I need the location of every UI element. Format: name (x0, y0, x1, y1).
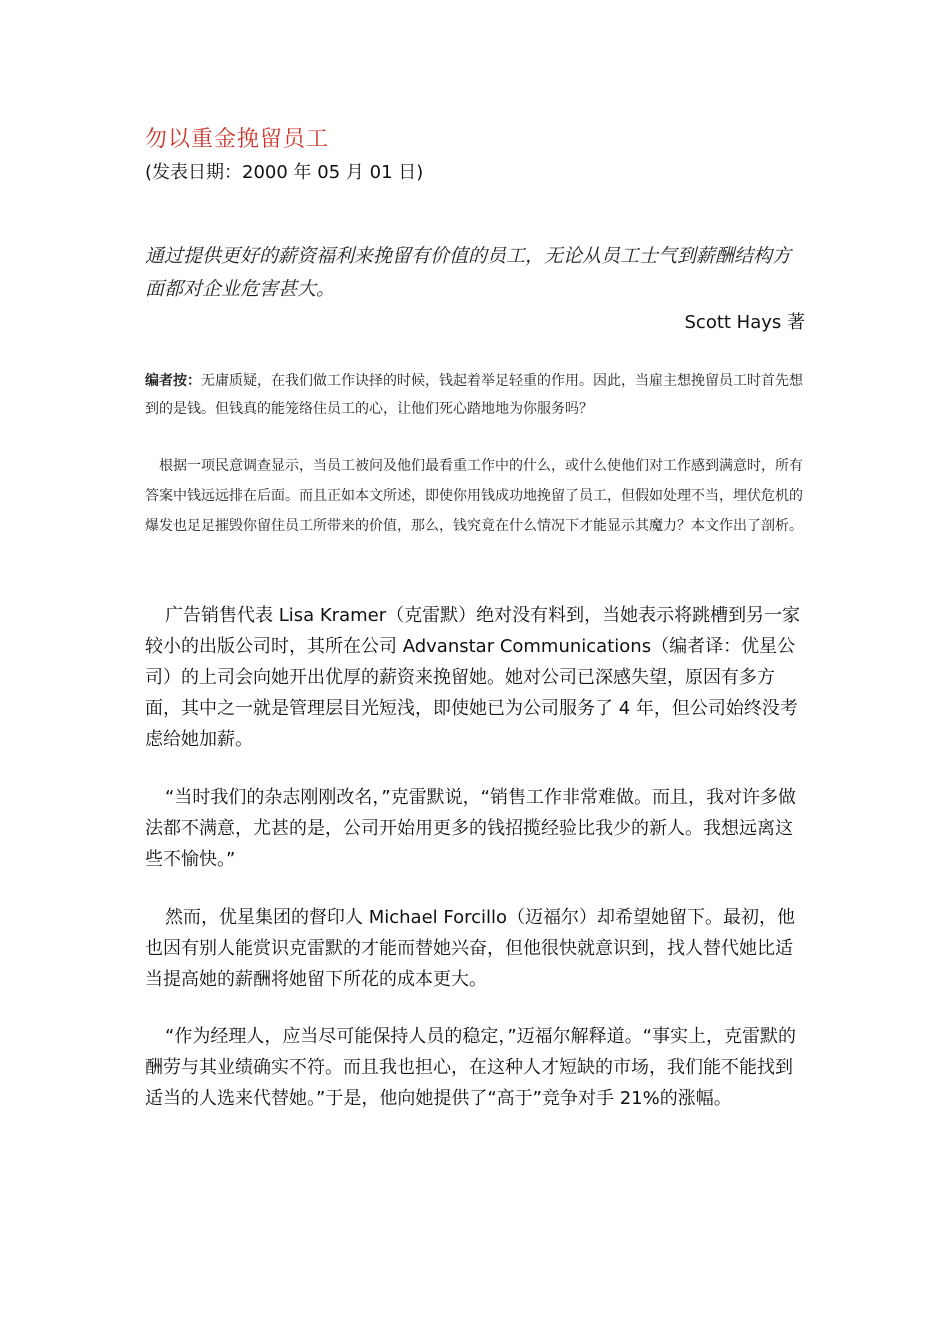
publish-date: (发表日期：2000 年 05 月 01 日) (145, 162, 424, 183)
editor-note-text: 无庸质疑，在我们做工作诀择的时候，钱起着举足轻重的作用。因此，当雇主想挽留员工时首先想到的是钱。但钱真的能笼络住员工的心，让他们死心踏地地为你服务吗？ (145, 373, 803, 417)
summary-paragraph: 根据一项民意调查显示，当员工被问及他们最看重工作中的什么，或什么使他们对工作感到满意时，所有答案中钱远远排在后面。而且正如本文所述，即使你用钱成功地挽留了员工，但假如处理不当，埋伏危机的爆发也足足摧毁你留住员工所带来的价值，那么，钱究竟在什么情况下才能显示其魔力？本文作出了剖析。 (145, 458, 803, 534)
author-byline: Scott Hays 著 (684, 312, 805, 333)
body-paragraph-4: “作为经理人，应当尽可能保持人员的稳定，”迈福尔解释道。“事实上，克雷默的酬劳与其业绩确实不符。而且我也担心，在这种人才短缺的市场，我们能不能找到适当的人选来代替她。”于是，他向她提供了“高于”竞争对手 21%的涨幅。 (145, 1026, 796, 1109)
editor-note-label: 编者按： (145, 373, 201, 389)
body-paragraph-1: 广告销售代表 Lisa Kramer（克雷默）绝对没有料到，当她表示将跳槽到另一家较小的出版公司时，其所在公司 Advanstar Communications（编者译：优星公司）的上司会向她开出优厚的薪资来挽留她。她对公司已深感失望，原因有多方面，其中之一就是管理层目光短浅，即使她已为公司服务了 4 年，但公司始终没考虑给她加薪。 (145, 605, 801, 750)
lead-paragraph: 通过提供更好的薪资福利来挽留有价值的员工，无论从员工士气到薪酬结构方面都对企业危害甚大。 (145, 245, 792, 300)
article-title: 勿以重金挽留员工 (145, 127, 330, 152)
body-paragraph-3: 然而，优星集团的督印人 Michael Forcillo（迈福尔）却希望她留下。最初，他也因有别人能赏识克雷默的才能而替她兴奋，但他很快就意识到，找人替代她比适当提高她的薪酬将她留下所花的成本更大。 (145, 907, 796, 990)
body-paragraph-2: “当时我们的杂志刚刚改名，”克雷默说，“销售工作非常难做。而且，我对许多做法都不满意，尤甚的是，公司开始用更多的钱招揽经验比我少的新人。我想远离这些不愉快。” (145, 787, 796, 870)
editor-note (145, 367, 805, 423)
